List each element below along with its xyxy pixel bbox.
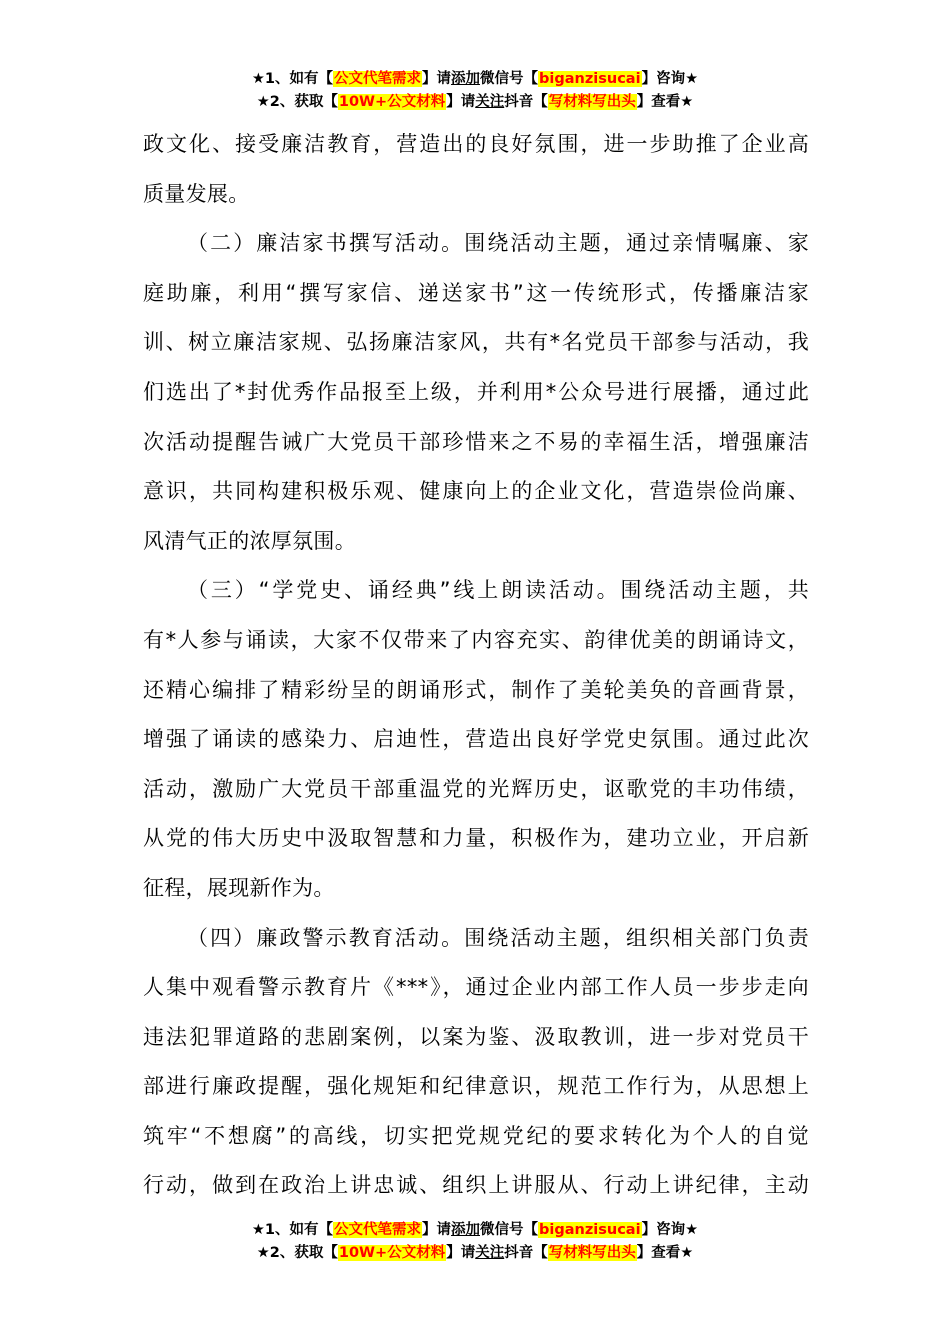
underlined-text: 关注 bbox=[475, 94, 505, 110]
banner-text: 】请 bbox=[446, 1245, 476, 1261]
text-line: 人集中观看警示教育片《***》，通过企业内部工作人员一步步走向 bbox=[143, 975, 809, 1000]
underlined-text: 添加 bbox=[451, 1222, 481, 1238]
text-line: 行动，做到在政治上讲忠诚、组织上讲服从、行动上讲纪律，主动 bbox=[143, 1173, 809, 1198]
banner-text: 微信号【 bbox=[480, 71, 539, 87]
highlight-wechat-id: biganzisucai bbox=[539, 71, 641, 87]
text-line: 质量发展。 bbox=[143, 181, 250, 206]
text-line: 征程，展现新作为。 bbox=[143, 875, 335, 900]
banner-line-2 bbox=[0, 1242, 950, 1265]
highlight-wechat-id: biganzisucai bbox=[539, 1222, 641, 1238]
footer-banner bbox=[0, 1219, 950, 1265]
text-line: 意识，共同构建积极乐观、健康向上的企业文化，营造崇俭尚廉、 bbox=[143, 479, 809, 504]
text-line: 活动，激励广大党员干部重温党的光辉历史，讴歌党的丰功伟绩， bbox=[143, 776, 809, 801]
text-line: 有*人参与诵读，大家不仅带来了内容充实、韵律优美的朗诵诗文， bbox=[143, 627, 809, 652]
banner-text: ★1、如有【 bbox=[251, 1222, 334, 1238]
text-line: 筑牢“不想腐”的高线，切实把党规党纪的要求转化为个人的自觉 bbox=[143, 1123, 809, 1148]
text-line: （三）“学党史、诵经典”线上朗读活动。围绕活动主题，共 bbox=[187, 578, 809, 603]
banner-text: 】请 bbox=[422, 71, 452, 87]
banner-line-2 bbox=[0, 91, 950, 114]
highlight-materials: 10W+公文材料 bbox=[338, 1245, 446, 1261]
text-line: 违法犯罪道路的悲剧案例，以案为鉴、汲取教训，进一步对党员干 bbox=[143, 1024, 809, 1049]
text-line: 还精心编排了精彩纷呈的朗诵形式，制作了美轮美奂的音画背景， bbox=[143, 677, 809, 702]
text-line: （四）廉政警示教育活动。围绕活动主题，组织相关部门负责 bbox=[187, 925, 809, 950]
banner-text: 】咨询★ bbox=[641, 71, 699, 87]
banner-text: 微信号【 bbox=[480, 1222, 539, 1238]
underlined-text: 添加 bbox=[451, 71, 481, 87]
banner-text: ★1、如有【 bbox=[251, 71, 334, 87]
paragraph bbox=[143, 914, 809, 1212]
banner-text: ★2、获取【 bbox=[256, 94, 338, 110]
highlight-materials: 10W+公文材料 bbox=[338, 94, 446, 110]
text-line: 庭助廉，利用“撰写家信、递送家书”这一传统形式，传播廉洁家 bbox=[143, 280, 809, 305]
banner-text: 抖音【 bbox=[504, 1245, 548, 1261]
banner-text: 】查看★ bbox=[636, 1245, 694, 1261]
text-line: 部进行廉政提醒，强化规矩和纪律意识，规范工作行为，从思想上 bbox=[143, 1074, 809, 1099]
banner-text: 抖音【 bbox=[504, 94, 548, 110]
highlight-douyin-account: 写材料写出头 bbox=[548, 94, 636, 110]
banner-text: 】咨询★ bbox=[641, 1222, 699, 1238]
paragraph bbox=[143, 219, 809, 566]
banner-text: 】请 bbox=[422, 1222, 452, 1238]
highlight-service: 公文代笔需求 bbox=[334, 1222, 422, 1238]
text-line: 风清气正的浓厚氛围。 bbox=[143, 528, 356, 553]
text-line: 们选出了*封优秀作品报至上级，并利用*公众号进行展播，通过此 bbox=[143, 379, 809, 404]
text-line: 从党的伟大历史中汲取智慧和力量，积极作为，建功立业，开启新 bbox=[143, 826, 809, 851]
banner-line-1 bbox=[0, 1219, 950, 1242]
highlight-service: 公文代笔需求 bbox=[334, 71, 422, 87]
text-line: 政文化、接受廉洁教育，营造出的良好氛围，进一步助推了企业高 bbox=[143, 132, 809, 156]
underlined-text: 关注 bbox=[475, 1245, 505, 1261]
banner-line-1 bbox=[0, 68, 950, 91]
text-line: （二）廉洁家书撰写活动。围绕活动主题，通过亲情嘱廉、家 bbox=[187, 231, 809, 256]
banner-text: 】请 bbox=[446, 94, 476, 110]
text-line: 训、树立廉洁家规、弘扬廉洁家风，共有*名党员干部参与活动，我 bbox=[143, 330, 809, 355]
paragraph bbox=[143, 120, 809, 219]
highlight-douyin-account: 写材料写出头 bbox=[548, 1245, 636, 1261]
banner-text: 】查看★ bbox=[636, 94, 694, 110]
text-line: 增强了诵读的感染力、启迪性，营造出良好学党史氛围。通过此次 bbox=[143, 727, 809, 752]
document-body bbox=[143, 120, 809, 1211]
paragraph bbox=[143, 566, 809, 913]
banner-text: ★2、获取【 bbox=[256, 1245, 338, 1261]
header-banner bbox=[0, 68, 950, 114]
text-line: 次活动提醒告诫广大党员干部珍惜来之不易的幸福生活，增强廉洁 bbox=[143, 429, 809, 454]
